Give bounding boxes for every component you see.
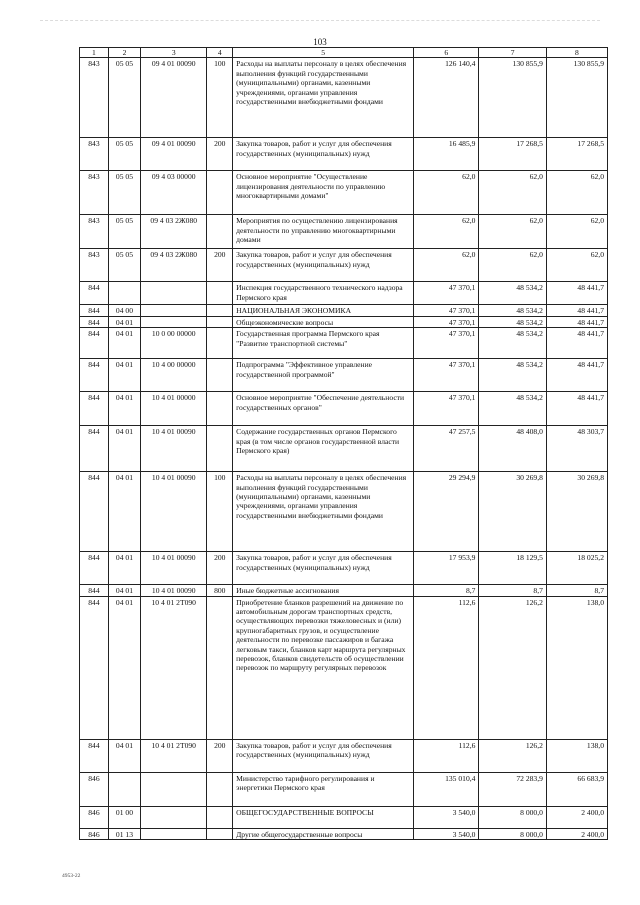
value-2023-cell: 47 370,1 — [414, 392, 479, 426]
gov-code-cell: 844 — [80, 472, 109, 552]
value-2023-cell: 62,0 — [414, 171, 479, 215]
description-cell: Закупка товаров, работ и услуг для обеспечения государственных (муниципальных) нужд — [233, 739, 414, 772]
table-row — [80, 426, 608, 472]
value-2024-cell: 130 855,9 — [479, 58, 546, 138]
table-row — [80, 359, 608, 392]
target-article-cell: 09 4 01 00090 — [141, 138, 207, 171]
value-2025-cell: 18 025,2 — [546, 552, 607, 585]
expense-type-cell — [207, 806, 233, 828]
value-2024-cell: 126,2 — [479, 596, 546, 739]
section-cell: 04 01 — [108, 359, 140, 392]
value-2023-cell: 16 485,9 — [414, 138, 479, 171]
gov-code-cell: 846 — [80, 772, 109, 806]
expense-type-cell — [207, 772, 233, 806]
gov-code-cell: 843 — [80, 171, 109, 215]
footer-code: 4953-22 — [62, 873, 81, 879]
table-row — [80, 215, 608, 249]
section-cell — [108, 282, 140, 305]
table-row — [80, 58, 608, 138]
value-2025-cell: 2 400,0 — [546, 828, 607, 839]
description-cell: Основное мероприятие "Осуществление лицензирования деятельности по управлению многоквартирными домами" — [233, 171, 414, 215]
value-2025-cell: 48 441,7 — [546, 328, 607, 359]
value-2023-cell: 126 140,4 — [414, 58, 479, 138]
target-article-cell — [141, 316, 207, 327]
value-2024-cell: 17 268,5 — [479, 138, 546, 171]
expense-type-cell — [207, 596, 233, 739]
description-cell: ОБЩЕГОСУДАРСТВЕННЫЕ ВОПРОСЫ — [233, 806, 414, 828]
scan-artifact-line — [40, 20, 600, 23]
table-row — [80, 828, 608, 839]
target-article-cell: 10 4 00 00000 — [141, 359, 207, 392]
gov-code-cell: 844 — [80, 392, 109, 426]
value-2025-cell: 17 268,5 — [546, 138, 607, 171]
gov-code-cell: 843 — [80, 58, 109, 138]
section-cell: 04 01 — [108, 316, 140, 327]
gov-code-cell: 844 — [80, 328, 109, 359]
expense-type-cell — [207, 328, 233, 359]
table-row — [80, 249, 608, 282]
gov-code-cell: 844 — [80, 305, 109, 316]
value-2025-cell: 48 441,7 — [546, 392, 607, 426]
target-article-cell: 10 4 01 00090 — [141, 426, 207, 472]
gov-code-cell: 843 — [80, 215, 109, 249]
gov-code-cell: 844 — [80, 552, 109, 585]
value-2025-cell: 30 269,8 — [546, 472, 607, 552]
header-cell: 4 — [207, 48, 233, 58]
gov-code-cell: 846 — [80, 828, 109, 839]
target-article-cell: 10 4 01 2Т090 — [141, 739, 207, 772]
expense-type-cell: 800 — [207, 585, 233, 596]
value-2023-cell: 47 370,1 — [414, 282, 479, 305]
value-2024-cell: 126,2 — [479, 739, 546, 772]
gov-code-cell: 844 — [80, 359, 109, 392]
value-2023-cell: 47 370,1 — [414, 316, 479, 327]
value-2023-cell: 3 540,0 — [414, 806, 479, 828]
value-2023-cell: 17 953,9 — [414, 552, 479, 585]
expense-type-cell — [207, 426, 233, 472]
description-cell: Приобретение бланков разрешений на движение по автомобильным дорогам транспортных средств, осуществляющих перевозки тяжеловесных и (или) крупногабаритных грузов, и осуществление деятельности по перевозке пассажиров и багажа легковым такси, бланков карт маршрута регулярных перевозок, бланков свидетельств об осуществлении перевозок по маршруту регулярных перевозок — [233, 596, 414, 739]
table-row — [80, 472, 608, 552]
target-article-cell — [141, 282, 207, 305]
section-cell — [108, 772, 140, 806]
value-2023-cell: 47 257,5 — [414, 426, 479, 472]
table-row — [80, 138, 608, 171]
section-cell: 01 00 — [108, 806, 140, 828]
target-article-cell: 09 4 01 00090 — [141, 58, 207, 138]
table-row — [80, 171, 608, 215]
expense-type-cell: 100 — [207, 472, 233, 552]
target-article-cell: 10 4 01 2Т090 — [141, 596, 207, 739]
target-article-cell: 10 4 01 00090 — [141, 585, 207, 596]
section-cell: 04 01 — [108, 585, 140, 596]
value-2024-cell: 48 408,0 — [479, 426, 546, 472]
table-row — [80, 392, 608, 426]
value-2024-cell: 62,0 — [479, 171, 546, 215]
value-2023-cell: 112,6 — [414, 739, 479, 772]
table-row — [80, 772, 608, 806]
description-cell: Мероприятия по осуществлению лицензирования деятельности по управлению многоквартирными домами — [233, 215, 414, 249]
section-cell: 04 01 — [108, 328, 140, 359]
value-2024-cell: 48 534,2 — [479, 328, 546, 359]
gov-code-cell: 844 — [80, 316, 109, 327]
target-article-cell: 09 4 03 2Ж080 — [141, 215, 207, 249]
value-2025-cell: 130 855,9 — [546, 58, 607, 138]
description-cell: Государственная программа Пермского края "Развитие транспортной системы" — [233, 328, 414, 359]
value-2024-cell: 62,0 — [479, 215, 546, 249]
value-2025-cell: 138,0 — [546, 596, 607, 739]
value-2023-cell: 135 010,4 — [414, 772, 479, 806]
gov-code-cell: 844 — [80, 739, 109, 772]
header-cell: 1 — [80, 48, 109, 58]
description-cell: Расходы на выплаты персоналу в целях обеспечения выполнения функций государственными (муниципальными) органами, казенными учреждениями, органами управления государственными внебюджетными фондами — [233, 472, 414, 552]
expense-type-cell — [207, 828, 233, 839]
target-article-cell: 10 4 01 00090 — [141, 552, 207, 585]
value-2024-cell: 8 000,0 — [479, 828, 546, 839]
target-article-cell: 10 4 01 00090 — [141, 472, 207, 552]
description-cell: Закупка товаров, работ и услуг для обеспечения государственных (муниципальных) нужд — [233, 249, 414, 282]
description-cell: Другие общегосударственные вопросы — [233, 828, 414, 839]
expense-type-cell: 200 — [207, 552, 233, 585]
header-cell: 3 — [141, 48, 207, 58]
value-2025-cell: 8,7 — [546, 585, 607, 596]
header-cell: 7 — [479, 48, 546, 58]
gov-code-cell: 843 — [80, 138, 109, 171]
header-cell: 8 — [546, 48, 607, 58]
table-row — [80, 316, 608, 327]
value-2024-cell: 72 283,9 — [479, 772, 546, 806]
value-2023-cell: 47 370,1 — [414, 359, 479, 392]
table-row — [80, 552, 608, 585]
section-cell: 04 00 — [108, 305, 140, 316]
expense-type-cell: 200 — [207, 249, 233, 282]
header-cell: 6 — [414, 48, 479, 58]
value-2024-cell: 48 534,2 — [479, 305, 546, 316]
description-cell: НАЦИОНАЛЬНАЯ ЭКОНОМИКА — [233, 305, 414, 316]
expense-type-cell — [207, 282, 233, 305]
target-article-cell: 09 4 03 2Ж080 — [141, 249, 207, 282]
value-2025-cell: 48 441,7 — [546, 305, 607, 316]
expense-type-cell — [207, 316, 233, 327]
table-row — [80, 596, 608, 739]
header-cell: 5 — [233, 48, 414, 58]
value-2024-cell: 48 534,2 — [479, 392, 546, 426]
table-header-row — [80, 48, 608, 58]
value-2024-cell: 62,0 — [479, 249, 546, 282]
expense-type-cell: 200 — [207, 739, 233, 772]
expense-type-cell — [207, 305, 233, 316]
value-2025-cell: 138,0 — [546, 739, 607, 772]
target-article-cell: 09 4 03 00000 — [141, 171, 207, 215]
section-cell: 04 01 — [108, 552, 140, 585]
gov-code-cell: 844 — [80, 426, 109, 472]
value-2023-cell: 112,6 — [414, 596, 479, 739]
description-cell: Расходы на выплаты персоналу в целях обеспечения выполнения функций государственными (муниципальными) органами, казенными учреждениями, органами управления государственными внебюджетными фондами — [233, 58, 414, 138]
description-cell: Подпрограмма "Эффективное управление государственной программой" — [233, 359, 414, 392]
section-cell: 05 05 — [108, 249, 140, 282]
gov-code-cell: 846 — [80, 806, 109, 828]
section-cell: 04 01 — [108, 392, 140, 426]
description-cell: Общеэкономические вопросы — [233, 316, 414, 327]
gov-code-cell: 844 — [80, 282, 109, 305]
expense-type-cell: 200 — [207, 138, 233, 171]
table-row — [80, 806, 608, 828]
value-2024-cell: 18 129,5 — [479, 552, 546, 585]
description-cell: Иные бюджетные ассигнования — [233, 585, 414, 596]
value-2023-cell: 47 370,1 — [414, 328, 479, 359]
value-2024-cell: 48 534,2 — [479, 282, 546, 305]
section-cell: 04 01 — [108, 596, 140, 739]
page-number: 103 — [313, 37, 327, 47]
value-2024-cell: 30 269,8 — [479, 472, 546, 552]
section-cell: 05 05 — [108, 215, 140, 249]
gov-code-cell: 843 — [80, 249, 109, 282]
value-2023-cell: 62,0 — [414, 215, 479, 249]
description-cell: Основное мероприятие "Обеспечение деятельности государственных органов" — [233, 392, 414, 426]
value-2025-cell: 66 683,9 — [546, 772, 607, 806]
section-cell: 05 05 — [108, 171, 140, 215]
gov-code-cell: 844 — [80, 585, 109, 596]
table-row — [80, 585, 608, 596]
table-row — [80, 305, 608, 316]
section-cell: 04 01 — [108, 426, 140, 472]
target-article-cell: 10 0 00 00000 — [141, 328, 207, 359]
value-2023-cell: 62,0 — [414, 249, 479, 282]
value-2025-cell: 48 303,7 — [546, 426, 607, 472]
expense-type-cell — [207, 359, 233, 392]
description-cell: Закупка товаров, работ и услуг для обеспечения государственных (муниципальных) нужд — [233, 552, 414, 585]
target-article-cell — [141, 806, 207, 828]
expense-type-cell — [207, 215, 233, 249]
description-cell: Закупка товаров, работ и услуг для обеспечения государственных (муниципальных) нужд — [233, 138, 414, 171]
target-article-cell: 10 4 01 00000 — [141, 392, 207, 426]
value-2024-cell: 48 534,2 — [479, 316, 546, 327]
target-article-cell — [141, 772, 207, 806]
section-cell: 04 01 — [108, 472, 140, 552]
description-cell: Инспекция государственного технического надзора Пермского края — [233, 282, 414, 305]
section-cell: 05 05 — [108, 138, 140, 171]
value-2024-cell: 8 000,0 — [479, 806, 546, 828]
budget-table — [79, 47, 608, 840]
value-2025-cell: 48 441,7 — [546, 359, 607, 392]
expense-type-cell: 100 — [207, 58, 233, 138]
section-cell: 01 13 — [108, 828, 140, 839]
value-2025-cell: 62,0 — [546, 215, 607, 249]
description-cell: Министерство тарифного регулирования и энергетики Пермского края — [233, 772, 414, 806]
value-2023-cell: 29 294,9 — [414, 472, 479, 552]
value-2023-cell: 8,7 — [414, 585, 479, 596]
target-article-cell — [141, 305, 207, 316]
table-row — [80, 282, 608, 305]
header-cell: 2 — [108, 48, 140, 58]
table-row — [80, 328, 608, 359]
value-2024-cell: 48 534,2 — [479, 359, 546, 392]
value-2025-cell: 62,0 — [546, 171, 607, 215]
expense-type-cell — [207, 392, 233, 426]
value-2025-cell: 2 400,0 — [546, 806, 607, 828]
table-row — [80, 739, 608, 772]
value-2024-cell: 8,7 — [479, 585, 546, 596]
value-2025-cell: 48 441,7 — [546, 316, 607, 327]
gov-code-cell: 844 — [80, 596, 109, 739]
section-cell: 04 01 — [108, 739, 140, 772]
value-2025-cell: 48 441,7 — [546, 282, 607, 305]
value-2023-cell: 3 540,0 — [414, 828, 479, 839]
target-article-cell — [141, 828, 207, 839]
expense-type-cell — [207, 171, 233, 215]
description-cell: Содержание государственных органов Пермского края (в том числе органов государственной власти Пермского края) — [233, 426, 414, 472]
value-2025-cell: 62,0 — [546, 249, 607, 282]
value-2023-cell: 47 370,1 — [414, 305, 479, 316]
section-cell: 05 05 — [108, 58, 140, 138]
